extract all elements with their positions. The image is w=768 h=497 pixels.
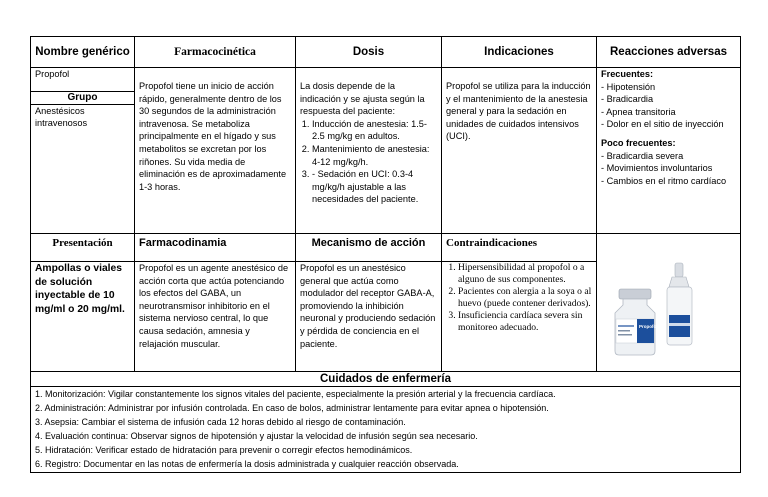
frecuente-item: - Bradicardia xyxy=(601,94,654,105)
propofol-vial-image xyxy=(597,253,741,363)
poco-item: - Bradicardia severa xyxy=(601,150,684,161)
dropper-bottle-icon xyxy=(667,263,692,345)
header-row-2 xyxy=(31,234,741,262)
nombre-cell xyxy=(31,68,135,234)
mecanismo-cell xyxy=(296,262,442,372)
farmacodinamia-text: Propofol es un agente anestésico de acción corta que actúa potenciando los efectos del GABA, un neurotransmisor inhibitorio en el sistema nervioso central, lo que causa sedación, amnesia y relajación muscular. xyxy=(139,263,289,349)
dosis-list xyxy=(300,118,437,206)
header-indicaciones: Indicaciones xyxy=(442,37,597,68)
product-image xyxy=(597,253,740,353)
frecuente-item: - Hipotensión xyxy=(601,81,656,92)
indicaciones-text: Propofol se utiliza para la inducción y el mantenimiento de la anestesia general y para la sedación en unidades de cuidados intensivos (UCI). xyxy=(446,81,591,142)
cuidado-item: 3. Asepsia: Cambiar el sistema de infusión cada 12 horas debido al riesgo de contaminación. xyxy=(35,417,406,428)
grupo-value: Anestésicos intravenosos xyxy=(35,105,88,129)
farmacodinamia-cell xyxy=(135,262,296,372)
grupo-label: Grupo xyxy=(31,91,134,105)
product-image-cell xyxy=(597,234,741,372)
header-reacciones: Reacciones adversas xyxy=(597,37,741,68)
mecanismo-text: Propofol es un anestésico general que actúa como modulador del receptor GABA-A, promoviendo la inhibición neuronal y produciendo sedación y pérdida de conciencia en el paciente. xyxy=(300,263,436,349)
poco-item: - Movimientos involuntarios xyxy=(601,163,713,174)
contraindicacion-item: 2. Pacientes con alergia a la soya o al huevo (puede contener derivados). xyxy=(458,286,592,310)
drug-card xyxy=(30,36,740,474)
cuidado-item: 6. Registro: Documentar en las notas de enfermería la dosis administrada y cualquier reacción observada. xyxy=(35,459,459,470)
drug-name: Propofol xyxy=(35,69,70,79)
presentacion-text: Ampollas o viales de solución inyectable de 10 mg/ml o 20 mg/ml. xyxy=(35,263,125,315)
dosis-cell xyxy=(296,68,442,234)
contraindicacion-item: 3. Insuficiencia cardíaca severa sin monitoreo adecuado. xyxy=(458,310,592,334)
contraindicaciones-list xyxy=(444,262,592,334)
header-dosis: Dosis xyxy=(296,37,442,68)
content-row-1 xyxy=(31,68,741,234)
vial-icon xyxy=(615,289,658,355)
farmacocinetica-text: Propofol tiene un inicio de acción rápido, generalmente dentro de los 30 segundos de la administración intravenosa. Se metaboliza principalmente en el hígado y sus metabolitos se excretan por los riñones. Su vida media de eliminación es de aproximadamente 1-3 horas. xyxy=(139,81,287,192)
presentacion-cell xyxy=(31,262,135,372)
header-farmacocinetica: Farmacocinética xyxy=(135,37,296,68)
poco-label: Poco frecuentes: xyxy=(601,137,676,148)
header-nombre: Nombre genérico xyxy=(31,37,135,68)
dosis-item: 3. - Sedación en UCI: 0.3-4 mg/kg/h ajustable a las necesidades del paciente. xyxy=(312,168,437,206)
cuidados-title: Cuidados de enfermería xyxy=(31,372,741,387)
frecuente-item: - Dolor en el sitio de inyección xyxy=(601,119,724,130)
cuidado-item: 5. Hidratación: Verificar estado de hidratación para prevenir o corregir efectos hemodinámicos. xyxy=(35,445,413,456)
cuidado-item: 4. Evaluación continua: Observar signos de hipotensión y ajustar la velocidad de infusión según sea necesario. xyxy=(35,431,478,442)
frecuente-item: - Apnea transitoria xyxy=(601,106,676,117)
cuidado-item: 1. Monitorización: Vigilar constantemente los signos vitales del paciente, especialmente la presión arterial y la frecuencia cardíaca. xyxy=(35,389,556,399)
drug-table xyxy=(30,36,741,473)
frecuentes-label: Frecuentes: xyxy=(601,69,654,79)
indicaciones-cell xyxy=(442,68,597,234)
vial-label-text: Propofol xyxy=(639,323,658,329)
cuidado-item: 2. Administración: Administrar por infusión controlada. En caso de bolos, administrar lentamente para evitar apnea o hipotensión. xyxy=(35,403,549,414)
dosis-intro: La dosis depende de la indicación y se ajusta según la respuesta del paciente: xyxy=(300,81,425,117)
header-contraindicaciones: Contraindicaciones xyxy=(442,234,597,262)
contraindicaciones-cell xyxy=(442,262,597,372)
cuidados-list-row xyxy=(31,387,741,473)
cuidados-list xyxy=(31,387,741,473)
reacciones-cell xyxy=(597,68,741,234)
cuidados-title-row xyxy=(31,372,741,387)
dosis-item: 1. Inducción de anestesia: 1.5-2.5 mg/kg en adultos. xyxy=(312,118,437,143)
dosis-item: 2. Mantenimiento de anestesia: 4-12 mg/kg/h. xyxy=(312,143,437,168)
header-mecanismo: Mecanismo de acción xyxy=(296,234,442,262)
header-farmacodinamia: Farmacodinamia xyxy=(135,234,296,262)
poco-item: - Cambios en el ritmo cardíaco xyxy=(601,175,727,186)
contraindicacion-item: 1. Hipersensibilidad al propofol o a alguno de sus componentes. xyxy=(458,262,592,286)
farmacocinetica-cell xyxy=(135,68,296,234)
header-row xyxy=(31,37,741,68)
header-presentacion: Presentación xyxy=(31,234,135,262)
